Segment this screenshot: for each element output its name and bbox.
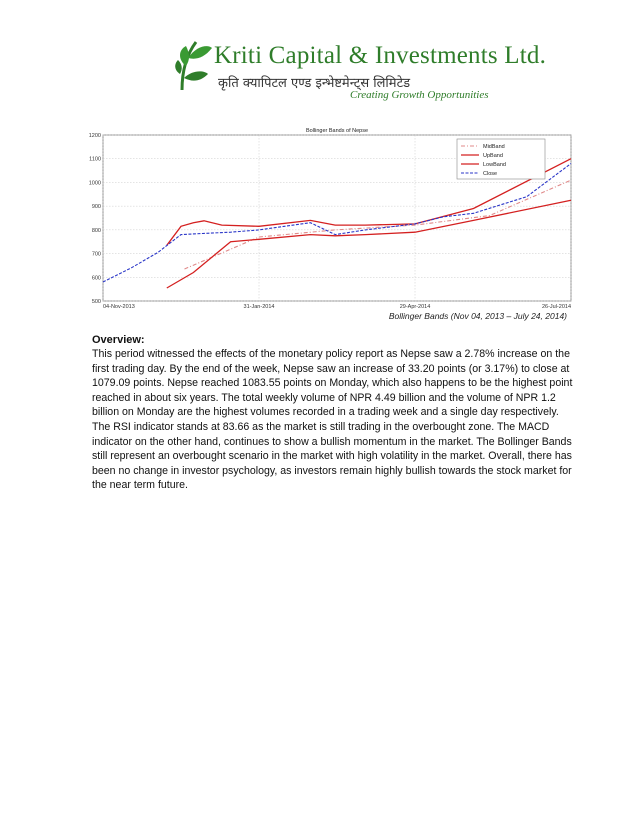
y-tick-label: 1100 (89, 156, 101, 163)
chart-caption: Bollinger Bands (Nov 04, 2013 – July 24, 2014) (388, 311, 567, 321)
legend-label: MidBand (483, 144, 505, 150)
y-tick-label: 900 (91, 204, 101, 211)
legend-label: UpBand (483, 153, 503, 159)
chart-canvas (88, 125, 585, 315)
company-name-devanagari: कृति क्यापिटल एण्ड इन्भेष्टमेन्ट्स लिमिटेड (218, 76, 411, 91)
leaf-icon (174, 36, 216, 92)
company-tagline: Creating Growth Opportunities (350, 89, 489, 101)
x-tick-label: 29-Apr-2014 (399, 304, 431, 310)
bollinger-chart (88, 125, 585, 315)
x-tick-label: 04-Nov-2013 (103, 304, 135, 310)
overview-body: This period witnessed the effects of the monetary policy report as Nepse saw a 2.78% increase on the first trading day. By the end of the week, Nepse saw an increase of 33.20 points (or 3.17%) to close at 1079.09 points. Nepse reached 1083.55 points on Monday, which also happens to be the highest point reached in about six years. The total weekly volume of NPR 4.49 billion and the volume of NPR 1.2 billion on Monday are the highest volumes recorded in a trading week and a single day respectively. The RSI indicator stands at 83.66 as the market is still trading in the overbought zone. The MACD indicator on the other hand, continues to show a bullish momentum in the market. The Bollinger Bands still represent an overbought scenario in the market with high volatility in the market. Overall, there has been no change in investor psychology, as investors remain highly bullish towards the stock market for the near term future. (92, 348, 573, 492)
chart-title: Bollinger Bands of Nepse (305, 128, 369, 134)
legend-label: Close (483, 171, 498, 177)
legend-label: LowBand (483, 162, 506, 168)
company-logo (174, 36, 547, 108)
x-tick-label: 26-Jul-2014 (541, 304, 571, 310)
company-name: Kriti Capital & Investments Ltd. (214, 42, 547, 69)
y-tick-label: 600 (91, 275, 101, 282)
y-tick-label: 1200 (88, 133, 101, 139)
y-tick-label: 500 (91, 299, 101, 305)
overview-heading: Overview: (92, 334, 145, 346)
y-tick-label: 800 (91, 227, 101, 234)
x-tick-label: 31-Jan-2014 (243, 304, 275, 310)
y-tick-label: 1000 (88, 180, 101, 187)
y-tick-label: 700 (91, 251, 101, 258)
